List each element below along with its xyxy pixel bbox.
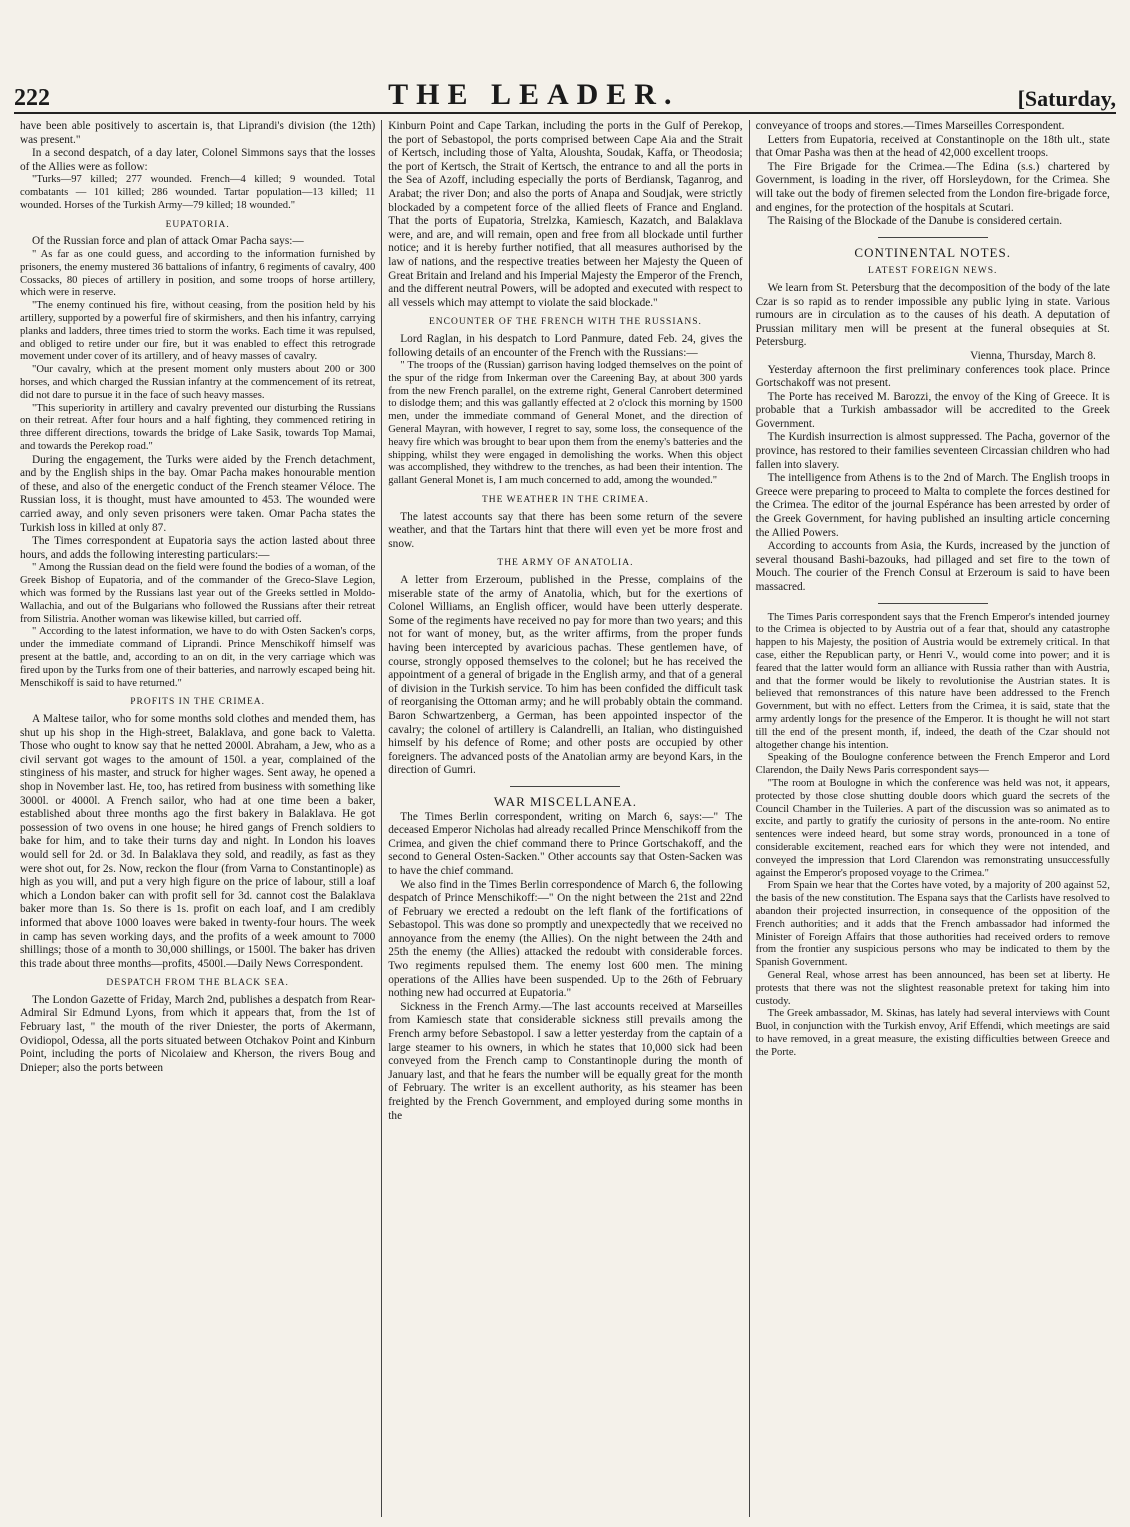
paragraph: A letter from Erzeroum, published in the Presse, complains of the miserable state of the army of Anatolia, which, but for the exertions of Colonel Williams, an English officer, would have been utterly desperate. Some of the regiments have received no pay for more than two years; and this not for want of money, but, as the writer affirms, from the proper funds having been intercepted by avaricious pachas. These gentlemen have, of course, strongly opposed themselves to the colonel; but he has received the appointment of a general of brigade in the English army, and that of a general of division in the Turkish service. To him has been confided the difficult task of reorganising the Ottoman army; and he will probably obtain the command. Baron Schwartzenberg, a German, has been appointed inspector of the cavalry; the colonel of artillery is Calandrelli, an Italian, who distinguished himself by his defence of Rome; and other posts are occupied by other foreigners. The advanced posts of the Anatolian army are beyond Kars, in the direction of Gumri. — [388, 574, 743, 777]
paragraph: Kinburn Point and Cape Tarkan, including the ports in the Gulf of Perekop, the port of Sebastopol, the ports comprised between Cape Aia and the Strait of Kertsch, including those of Yalta, Aloushta, Soudak, Kaffa, or Theodosia; the port of Kertsch, the Strait of Kertsch, the entrance to and all the ports in the Sea of Azoff, including especially the ports of Berdiansk, Taganrog, and Arabat; the river Don; and also the ports of Anapa and Soudjak, were strictly blockaded by a competent force of the allied fleets of France and England. That the ports of Eupatoria, Strelzka, Kamiesch, Kazatch, and Balaklava were, and are, and will remain, open and free from all blockade until further notice; and it is hereby further notified, that all measures authorised by the law of nations, and the respective treaties between her Majesty the Queen of Great Britain and Ireland and his Imperial Majesty the Emperor of the French, and the different neutral Powers, will be adopted and executed with respect to all vessels which may attempt to violate the said blockade." — [388, 120, 743, 309]
paragraph: Sickness in the French Army.—The last accounts received at Marseilles from Kamiesch state that considerable sickness still prevails among the French army before Sebastopol. I saw a letter yesterday from the captain of a large steamer to his owners, in which he states that 10,000 sick had been conveyed from the French camp to Constantinople during the month of January last, and that he fears the number will be equally great for the month of February. The writer is an excellent authority, as his steamer has been freighted by the French Government, and employed during some months in the — [388, 1000, 743, 1122]
section-heading-continental-notes: CONTINENTAL NOTES. — [854, 244, 1011, 260]
paragraph: The Raising of the Blockade of the Danube is considered certain. — [767, 215, 1063, 228]
paragraph: Yesterday afternoon the first preliminary conferences took place. Prince Gortschakoff was not present. — [755, 363, 1110, 390]
divider — [878, 603, 988, 604]
paragraph: A Maltese tailor, who for some months sold clothes and mended them, has shut up his shop in the High-street, Balaklava, and gone back to Valetta. Those who ought to know say that he netted 2000l. Abraham, a Jew, who as a civil servant got wages to the amount of 150l. a year, complained of the stinginess of his master, and struck for higher wages. Sent away, he opened a shop in November last. He, too, has retired from business with something like 3000l. or 4000l. A French sailor, who had at one time been a baker, established about three months ago the first bakery in Balaklava. He got possession of two ovens in one house; he hired gangs of French soldiers to bake for him, and to take their turns day and night. In London his loaves would sell for 2d. or 3d. In Balaklava they sold, and readily, as fast as they were shot out, for 2s. Now, reckon the flour (from Varna to Constantinople) as high as you will, and put a very high figure on the price of labour, still a loaf which a London baker can with profit sell for 3d. cannot cost the Balaklava baker more than 1s. So there is 1s. profit on each loaf, and I am credibly informed that above 1000 loaves were baked in twenty-four hours. The week in camp has seven working days, and the profits of a week amount to 7000 shillings; those of a month to 30,000 shillings, or 1500l. The baker has driven this trade about three months—profits, 4500l.—Daily News Correspondent. — [20, 713, 376, 970]
paragraph: The Porte has received M. Barozzi, the envoy of the King of Greece. It is probable that a Turkish ambassador will be accredited to the Greek Government. — [755, 390, 1110, 430]
paragraph: We learn from St. Petersburg that the decomposition of the body of the late Czar is so rapid as to render impossible any public lying in state. Various rumours are in circulation as to the causes of his death. A deputation of Prussian military men will be present at the funeral obsequies at St. Petersburg. — [755, 281, 1110, 349]
section-heading-war-miscellanea: WAR MISCELLANEA. — [493, 793, 637, 809]
paragraph: "The room at Boulogne in which the conference was held was not, it appears, protected by those close shutting double doors which guard the secrets of the Council Chamber in the Tuileries. A part of the discussion was so animated as to excite, and partly to gratify the curiosity of persons in the ante-room. No entire sentences were indeed heard, but some stray words, pronounced in a tone of considerable excitement, reached ears for which they were not intended, and conveyed the impression that Lord Clarendon was remonstrating unsuccessfully against the Emperor's proposed voyage to the Crimea." — [755, 777, 1110, 879]
divider — [878, 237, 988, 238]
section-heading-anatolia: THE ARMY OF ANATOLIA. — [497, 558, 634, 569]
paragraph: Letters from Eupatoria, received at Constantinople on the 18th ult., state that Omar Pasha was then at the head of 42,000 excellent troops. — [755, 133, 1110, 160]
section-heading-weather: THE WEATHER IN THE CRIMEA. — [482, 495, 649, 506]
paragraph: According to accounts from Asia, the Kurds, increased by the junction of several thousand Bashi-bazouks, had pillaged and set fire to the town of Mouch. The courier of the French Consul at Erzeroum is said to have been massacred. — [755, 540, 1110, 593]
divider — [510, 786, 620, 787]
paragraph: From Spain we hear that the Cortes have voted, by a majority of 200 against 52, the basis of the new constitution. The Espana says that the Carlists have resolved to abandon their projected insurrection, in consequence of the opposition of the French authorities; and it adds that the French ambassador had informed the Minister of Foreign Affairs that those authorities had received orders to remove from the frontier any suspicious persons who may be indicated to them by the Spanish Government. — [755, 880, 1110, 969]
paragraph: The Times Berlin correspondent, writing on March 6, says:—" The deceased Emperor Nicholas had already recalled Prince Menschikoff from the Crimea, and given the chief command there to Prince Gortschakoff, and the second to General Osten-Sacken." Other accounts say that Osten-Sacken was to have the chief command. — [388, 810, 743, 877]
paragraph: The London Gazette of Friday, March 2nd, publishes a despatch from Rear-Admiral Sir Edmund Lyons, from which it appears that, from the 1st of February last, " the mouth of the river Dniester, the ports of Akermann, Ovidiopol, Odessa, all the ports situated between Otchakov Point and Kinburn Point, including the ports of Nicolaiew and Kherson, the rivers Boug and Dnieper; also the ports between — [20, 993, 376, 1074]
paragraph: We also find in the Times Berlin correspondence of March 6, the following despatch of Prince Menschikoff:—" On the night between the 21st and 22nd of February we erected a redoubt on the left flank of the fortifications of Sebastopol. This was done so promptly and unexpectedly that we received no annoyance from the enemy (the Allies). On the night between the 24th and 25th the enemy (the Allies) attacked the redoubt with considerable forces. Two regiments repulsed them. The enemy lost 600 men. The mining operations of the Allies have been suspended. Up to the 26th of February nothing new had occurred at Eupatoria." — [388, 878, 743, 1000]
newspaper-title: THE LEADER. — [388, 78, 680, 111]
masthead — [14, 80, 1116, 114]
paragraph: "Our cavalry, which at the present moment only musters about 200 or 300 horses, and which charged the Russian infantry at the commencement of its retreat, did not dare to pursue it in the face of such heavy masses. — [20, 364, 376, 401]
paragraph: have been able positively to ascertain is, that Liprandi's division (the 12th) was present." — [20, 120, 376, 146]
paragraph: The Fire Brigade for the Crimea.—The Edina (s.s.) chartered by Government, is loading in the river, off Horsleydown, for the Crimea. She will take out the body of firemen selected from the London fire-brigade force, and engines, for the protection of the hospitals at Scutari. — [755, 160, 1110, 214]
section-heading-profits: PROFITS IN THE CRIMEA. — [130, 697, 266, 708]
page-number: 222 — [14, 85, 50, 111]
paragraph: During the engagement, the Turks were aided by the French detachment, and by the English ships in the bay. Omar Pacha makes honourable mention of these, and also of the energetic conduct of the French steamer Véloce. The Russian loss, it is thought, must have amounted to 453. The wounded were carried away, and only seven prisoners were taken. Omar Pacha states the Turkish loss in killed at only 87. — [20, 453, 376, 534]
paragraph: The latest accounts say that there has been some return of the severe weather, and that the Tartars hint that there will even yet be more frost and snow. — [388, 510, 743, 550]
paragraph: Lord Raglan, in his despatch to Lord Panmure, dated Feb. 24, gives the following details of an encounter of the French with the Russians:— — [388, 332, 743, 359]
section-heading-despatch: DESPATCH FROM THE BLACK SEA. — [106, 978, 289, 989]
paragraph: " As far as one could guess, and according to the information furnished by prisoners, the enemy mustered 36 battalions of infantry, 6 regiments of cavalry, 400 Cossacks, 80 pieces of artillery in position, and some troops of horse artillery, which were in reserve. — [20, 248, 376, 299]
dateline: Vienna, Thursday, March 8. — [970, 349, 1096, 362]
paragraph: The Kurdish insurrection is almost suppressed. The Pacha, governor of the province, has restored to their families seventeen Circassian children who had fallen into slavery. — [755, 431, 1110, 471]
paragraph: "This superiority in artillery and cavalry prevented our disturbing the Russians on their retreat. After four hours and a half fighting, they commenced retiring in three different directions, towards the bridge of Lake Sasik, towards Top Mamai, and towards the Perekop road." — [20, 402, 376, 452]
paragraph: " According to the latest information, we have to do with Osten Sacken's corps, under the immediate command of Liprandi. Prince Menschikoff himself was present at the battle, and, according to an on dit, in the very carriage which was fired upon by the Turks from one of their batteries, and narrowly escaped being hit. Menschikoff is said to have returned." — [20, 626, 376, 689]
column-1 — [14, 120, 381, 1517]
issue-day: [Saturday, — [1017, 86, 1116, 111]
paragraph: Speaking of the Boulogne conference between the French Emperor and Lord Clarendon, the Daily News Paris correspondent says— — [755, 752, 1110, 777]
section-subheading-foreign-news: LATEST FOREIGN NEWS. — [868, 266, 998, 277]
paragraph: Of the Russian force and plan of attack Omar Pacha says:— — [32, 235, 304, 248]
paragraph: The Times Paris correspondent says that the French Emperor's intended journey to the Crimea is objected to by Austria out of a fear that, should any catastrophe happen to his Majesty, the position of Austria would be extremely critical. In that case, either the Republican party, or Henri V., would come into power; and it is feared that the latter would form an alliance with Russia rather than with Austria, and that the former would be likely to revolutionise the Austrian states. It is believed that remonstrances of this nature have been addressed to the French Government, but with no effect. Letters from the Crimea, it is said, state that the army ardently longs for the presence of the Emperor. It is thought he will not start till the end of the present month, if, indeed, the death of the Czar should not altogether change his intention. — [755, 611, 1110, 751]
paragraph: " Among the Russian dead on the field were found the bodies of a woman, of the Greek Bishop of Eupatoria, and of the commander of the Greco-Slave Legion, which was formed by the Russians last year out of the Greeks settled in Moldo-Wallachia, and out of the Bulgarians who followed the Russians after their retreat from Silistria. Another woman was likewise killed, but carried off. — [20, 562, 376, 625]
paragraph: conveyance of troops and stores.—Times Marseilles Correspondent. — [755, 120, 1065, 132]
paragraph: "The enemy continued his fire, without ceasing, from the position held by his artillery, supported by a powerful fire of skirmishers, and then his infantry, carrying planks and ladders, three times tried to storm the works. Each time it was repulsed, and obliged to retire under our fire, but it was enabled to effect this retrograde movement under cover of its artillery, and of heavy masses of cavalry. — [20, 300, 376, 363]
section-heading-encounter: ENCOUNTER OF THE FRENCH WITH THE RUSSIANS. — [428, 317, 702, 328]
paragraph: The Times correspondent at Eupatoria says the action lasted about three hours, and adds the following interesting particulars:— — [20, 535, 376, 561]
paragraph: General Real, whose arrest has been announced, has been set at liberty. He protests that there was not the slightest reasonable pretext for taking him into custody. — [755, 969, 1110, 1007]
column-2 — [381, 120, 748, 1517]
paragraph: "Turks—97 killed; 277 wounded. French—4 killed; 9 wounded. Total combatants — 101 killed; 286 wounded. Tartar population—13 killed; 11 wounded. Horses of the Turkish Army—79 killed; 18 wounded." — [20, 174, 376, 211]
section-heading-eupatoria: EUPATORIA. — [165, 219, 230, 230]
columns — [14, 120, 1116, 1517]
column-3 — [749, 120, 1116, 1517]
paragraph: The intelligence from Athens is to the 2nd of March. The English troops in Greece were preparing to proceed to Malta to complete the forces destined for the Crimea. The editor of the journal Espérance has been arrested by order of the Greek Government, for having published an insulting article concerning the Allied Powers. — [755, 472, 1110, 539]
paragraph: In a second despatch, of a day later, Colonel Simmons says that the losses of the Allies were as follow: — [20, 147, 376, 173]
paragraph: The Greek ambassador, M. Skinas, has lately had several interviews with Count Buol, in conjunction with the Turkish envoy, Arif Effendi, which meetings are said to have removed, in a great measure, the existing difficulties between Greece and the Porte. — [755, 1008, 1110, 1058]
paragraph: " The troops of the (Russian) garrison having lodged themselves on the point of the spur of the ridge from Inkerman over the Careening Bay, at about 300 yards from the new French parallel, on the extreme right, General Canrobert determined to dislodge them; and this was gallantly effected at 2 o'clock this morning by 1500 men, under the immediate command of General Monet, and the direction of General Mayran, with however, I regret to say, some loss, the consequence of the heavy fire which was brought to bear upon them from the enemy's batteries and the shipping, whilst they were engaged in demolishing the works. When this object was accomplished, they withdrew to the trenches, as had been their intention. The gallant General Monet is, I am much concerned to add, among the wounded." — [388, 360, 743, 487]
